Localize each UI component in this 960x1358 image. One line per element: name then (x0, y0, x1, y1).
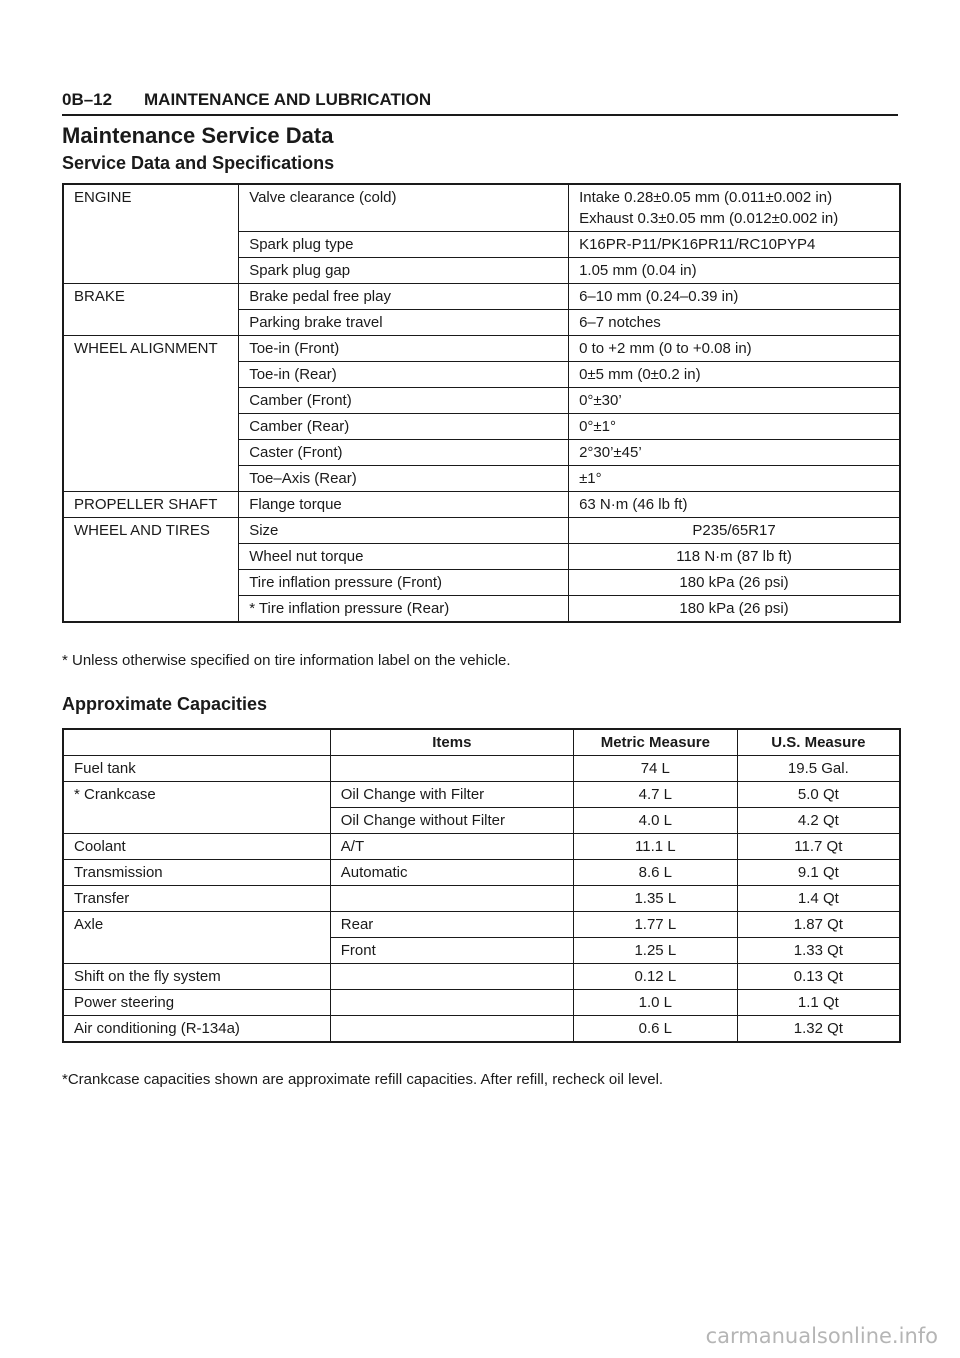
capacities-heading: Approximate Capacities (62, 694, 268, 714)
value-cell: 180 kPa (26 psi) (569, 596, 900, 623)
value-cell (569, 184, 900, 232)
us-cell: 1.33 Qt (737, 938, 900, 964)
table-row (63, 1016, 900, 1043)
metric-cell: 0.12 L (573, 964, 737, 990)
item-cell: Toe-in (Rear) (239, 362, 569, 388)
metric-cell: 8.6 L (573, 860, 737, 886)
item-cell: Automatic (330, 860, 573, 886)
value-cell: 2°30’±45’ (569, 440, 900, 466)
item-cell: Camber (Front) (239, 388, 569, 414)
item-cell: Size (239, 518, 569, 544)
item-cell: Valve clearance (cold) (239, 184, 569, 232)
item-cell: * Tire inflation pressure (Rear) (239, 596, 569, 623)
value-cell: K16PR-P11/PK16PR11/RC10PYP4 (569, 232, 900, 258)
item-cell: Spark plug gap (239, 258, 569, 284)
item-cell: Toe-in (Front) (239, 336, 569, 362)
table-row (63, 886, 900, 912)
us-cell: 1.4 Qt (737, 886, 900, 912)
name-cell: Transfer (63, 886, 330, 912)
watermark: carmanualsonline.info (705, 1324, 938, 1348)
item-cell: Front (330, 938, 573, 964)
metric-cell: 0.6 L (573, 1016, 737, 1043)
name-cell: Transmission (63, 860, 330, 886)
item-cell: Wheel nut torque (239, 544, 569, 570)
item-cell: Rear (330, 912, 573, 938)
name-cell: Shift on the fly system (63, 964, 330, 990)
name-cell: Coolant (63, 834, 330, 860)
name-cell: * Crankcase (63, 782, 330, 834)
item-cell: Toe–Axis (Rear) (239, 466, 569, 492)
us-cell: 9.1 Qt (737, 860, 900, 886)
group-cell: ENGINE (63, 184, 239, 284)
value-cell: ±1° (569, 466, 900, 492)
metric-cell: 74 L (573, 756, 737, 782)
item-cell: Spark plug type (239, 232, 569, 258)
value-cell: 118 N·m (87 lb ft) (569, 544, 900, 570)
value-cell: 1.05 mm (0.04 in) (569, 258, 900, 284)
us-cell: 0.13 Qt (737, 964, 900, 990)
us-cell: 1.32 Qt (737, 1016, 900, 1043)
metric-cell: 4.7 L (573, 782, 737, 808)
service-data-heading: Service Data and Specifications (62, 153, 335, 173)
value-cell: 63 N·m (46 lb ft) (569, 492, 900, 518)
column-header (63, 729, 330, 756)
service-footnote: * Unless otherwise specified on tire information label on the vehicle. (62, 652, 511, 669)
table-row (63, 518, 900, 544)
metric-cell: 1.77 L (573, 912, 737, 938)
value-cell: P235/65R17 (569, 518, 900, 544)
item-cell (330, 990, 573, 1016)
metric-cell: 1.35 L (573, 886, 737, 912)
section-title: MAINTENANCE AND LUBRICATION (144, 90, 432, 109)
table-row (63, 964, 900, 990)
item-cell: Flange torque (239, 492, 569, 518)
table-row (63, 912, 900, 938)
table-row (63, 860, 900, 886)
capacities-footnote: *Crankcase capacities shown are approximate refill capacities. After refill, recheck oil level. (62, 1071, 664, 1088)
item-cell: Oil Change without Filter (330, 808, 573, 834)
table-row (63, 492, 900, 518)
group-cell: PROPELLER SHAFT (63, 492, 239, 518)
metric-cell: 4.0 L (573, 808, 737, 834)
capacities-table (62, 728, 901, 1043)
value-cell: 6–7 notches (569, 310, 900, 336)
group-cell: WHEEL ALIGNMENT (63, 336, 239, 492)
us-cell: 11.7 Qt (737, 834, 900, 860)
name-cell: Power steering (63, 990, 330, 1016)
name-cell: Axle (63, 912, 330, 964)
table-row (63, 990, 900, 1016)
page-number: 0B–12 (62, 90, 113, 109)
item-cell: Oil Change with Filter (330, 782, 573, 808)
table-row (63, 782, 900, 808)
item-cell: Camber (Rear) (239, 414, 569, 440)
page-header (62, 88, 898, 116)
metric-cell: 1.0 L (573, 990, 737, 1016)
item-cell: Tire inflation pressure (Front) (239, 570, 569, 596)
item-cell (330, 756, 573, 782)
column-header: Metric Measure (573, 729, 737, 756)
value-cell: 0°±1° (569, 414, 900, 440)
column-header: U.S. Measure (737, 729, 900, 756)
value-cell: 0±5 mm (0±0.2 in) (569, 362, 900, 388)
table-row (63, 756, 900, 782)
value-cell: 0°±30’ (569, 388, 900, 414)
page-title: Maintenance Service Data (62, 123, 334, 148)
item-cell: Brake pedal free play (239, 284, 569, 310)
us-cell: 1.87 Qt (737, 912, 900, 938)
service-data-table (62, 183, 901, 623)
value-line: Exhaust 0.3±0.05 mm (0.012±0.002 in) (579, 210, 839, 227)
us-cell: 5.0 Qt (737, 782, 900, 808)
value-cell: 0 to +2 mm (0 to +0.08 in) (569, 336, 900, 362)
item-cell: Parking brake travel (239, 310, 569, 336)
item-cell (330, 886, 573, 912)
name-cell: Fuel tank (63, 756, 330, 782)
value-cell: 6–10 mm (0.24–0.39 in) (569, 284, 900, 310)
item-cell: A/T (330, 834, 573, 860)
metric-cell: 1.25 L (573, 938, 737, 964)
column-header: Items (330, 729, 573, 756)
table-row (63, 184, 900, 232)
us-cell: 19.5 Gal. (737, 756, 900, 782)
item-cell (330, 1016, 573, 1043)
table-row (63, 284, 900, 310)
group-cell: WHEEL AND TIRES (63, 518, 239, 623)
item-cell: Caster (Front) (239, 440, 569, 466)
value-line: Intake 0.28±0.05 mm (0.011±0.002 in) (579, 189, 833, 206)
item-cell (330, 964, 573, 990)
us-cell: 4.2 Qt (737, 808, 900, 834)
us-cell: 1.1 Qt (737, 990, 900, 1016)
name-cell: Air conditioning (R-134a) (63, 1016, 330, 1043)
metric-cell: 11.1 L (573, 834, 737, 860)
table-row (63, 336, 900, 362)
value-cell: 180 kPa (26 psi) (569, 570, 900, 596)
header-row (63, 729, 900, 756)
group-cell: BRAKE (63, 284, 239, 336)
table-row (63, 834, 900, 860)
